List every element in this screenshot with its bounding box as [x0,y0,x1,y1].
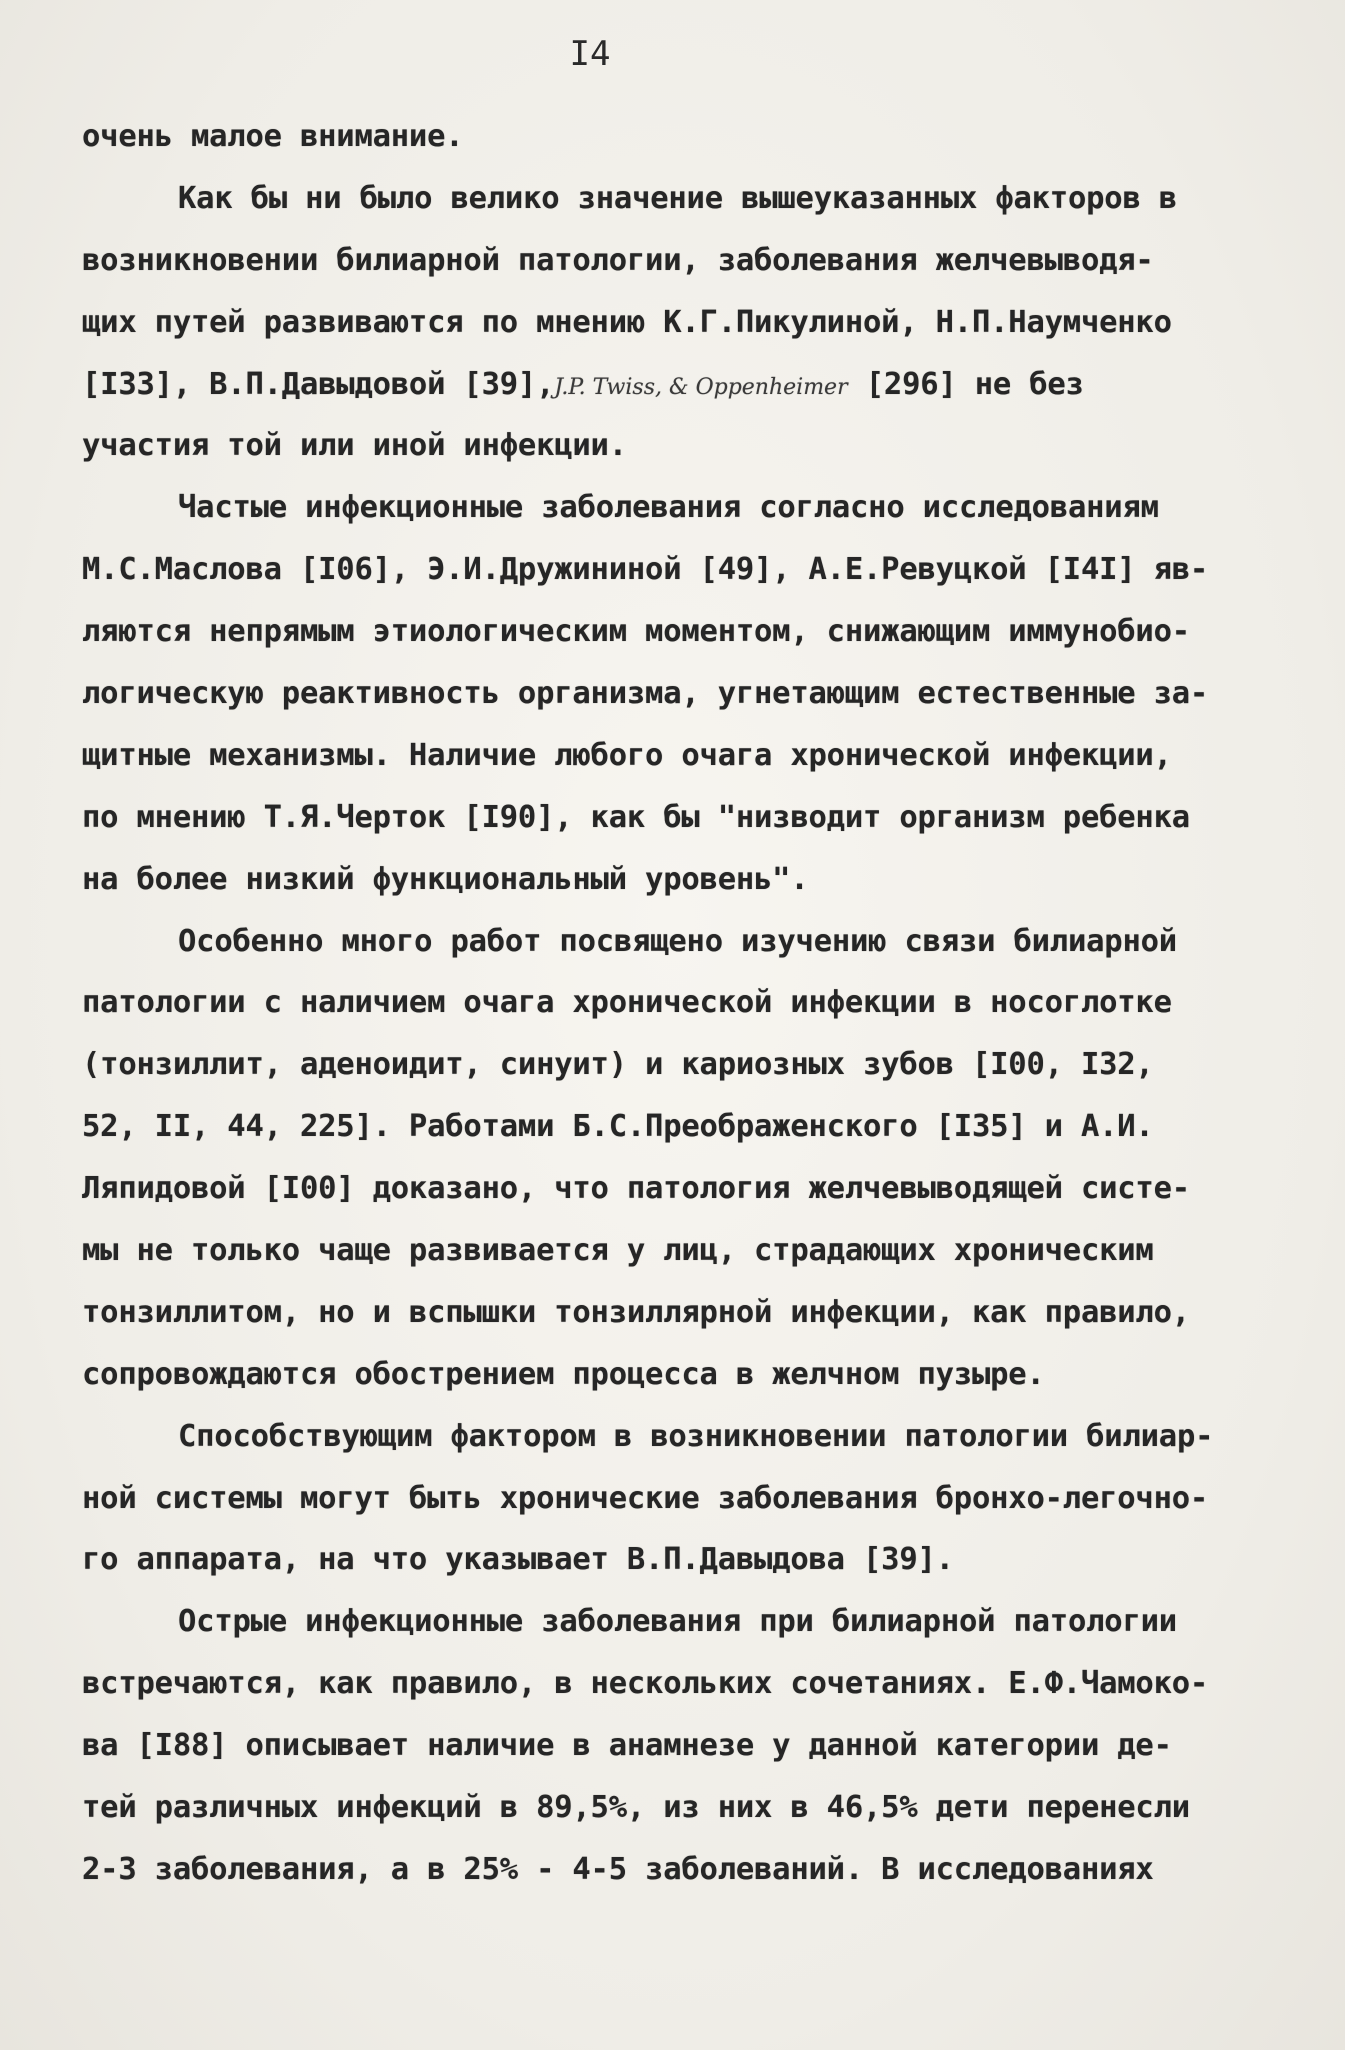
text-line: Острые инфекционные заболевания при билиарной патологии [178,1604,1177,1640]
page-number: I4 [569,34,611,74]
text-line: Как бы ни было велико значение вышеуказанных факторов в [178,180,1177,216]
body-text [82,106,1282,1901]
text-line: 2-3 заболевания, а в 25% - 4-5 заболеваний. В исследованиях [82,1851,1154,1887]
text-line: 52, II, 44, 225]. Работами Б.С.Преображенского [I35] и А.И. [82,1109,1154,1145]
text-line: щих путей развиваются по мнению К.Г.Пикулиной, Н.П.Наумченко [82,304,1172,340]
text-line: (тонзиллит, аденоидит, синуит) и кариозных зубов [I00, I32, [82,1047,1154,1083]
text-line-with-handwriting [82,354,1282,416]
text-line: Способствующим фактором в возникновении патологии билиар- [178,1418,1214,1454]
text-line: мы не только чаще развивается у лиц, страдающих хроническим [82,1233,1154,1269]
text-line: го аппарата, на что указывает В.П.Давыдова [39]. [82,1542,954,1578]
text-line: ной системы могут быть хронические заболевания бронхо-легочно- [82,1480,1209,1516]
text-line: Частые инфекционные заболевания согласно исследованиям [178,490,1159,526]
text-line: тонзиллитом, но и вспышки тонзиллярной инфекции, как правило, [82,1294,1190,1330]
text-line: тей различных инфекций в 89,5%, из них в 46,5% дети перенесли [82,1790,1190,1826]
handwritten-author-oppenheimer: , & Oppenheimer [655,374,848,400]
text-fragment: [296] не без [847,366,1084,402]
text-line: встречаются, как правило, в нескольких сочетаниях. Е.Ф.Чамоко- [82,1666,1209,1702]
text-line: очень малое внимание. [82,119,464,154]
text-fragment: [I33], В.П.Давыдовой [39], [82,366,555,402]
text-line: логическую реактивность организма, угнетающим естественные за- [82,676,1209,712]
text-line: по мнению Т.Я.Черток [I90], как бы "низводит организм ребенка [82,799,1190,835]
text-line: Особенно много работ посвящено изучению связи билиарной [178,923,1177,959]
text-line: ляются непрямым этиологическим моментом, снижающим иммунобио- [82,614,1190,650]
text-line: сопровождаются обострением процесса в желчном пузыре. [82,1356,1045,1392]
text-line: на более низкий функциональный уровень". [82,861,809,897]
text-line: ва [I88] описывает наличие в анамнезе у данной категории де- [82,1728,1172,1764]
handwritten-author-twiss: J.P. Twiss [554,374,656,400]
text-line: участия той или иной инфекции. [82,428,627,464]
text-line: щитные механизмы. Наличие любого очага хронической инфекции, [82,737,1172,773]
text-line: М.С.Маслова [I06], Э.И.Дружининой [49], А.Е.Ревуцкой [I4I] яв- [82,552,1209,588]
text-line: возникновении билиарной патологии, заболевания желчевыводя- [82,242,1154,278]
text-line: патологии с наличием очага хронической инфекции в носоглотке [82,985,1172,1021]
text-line: Ляпидовой [I00] доказано, что патология желчевыводящей систе- [82,1171,1190,1207]
